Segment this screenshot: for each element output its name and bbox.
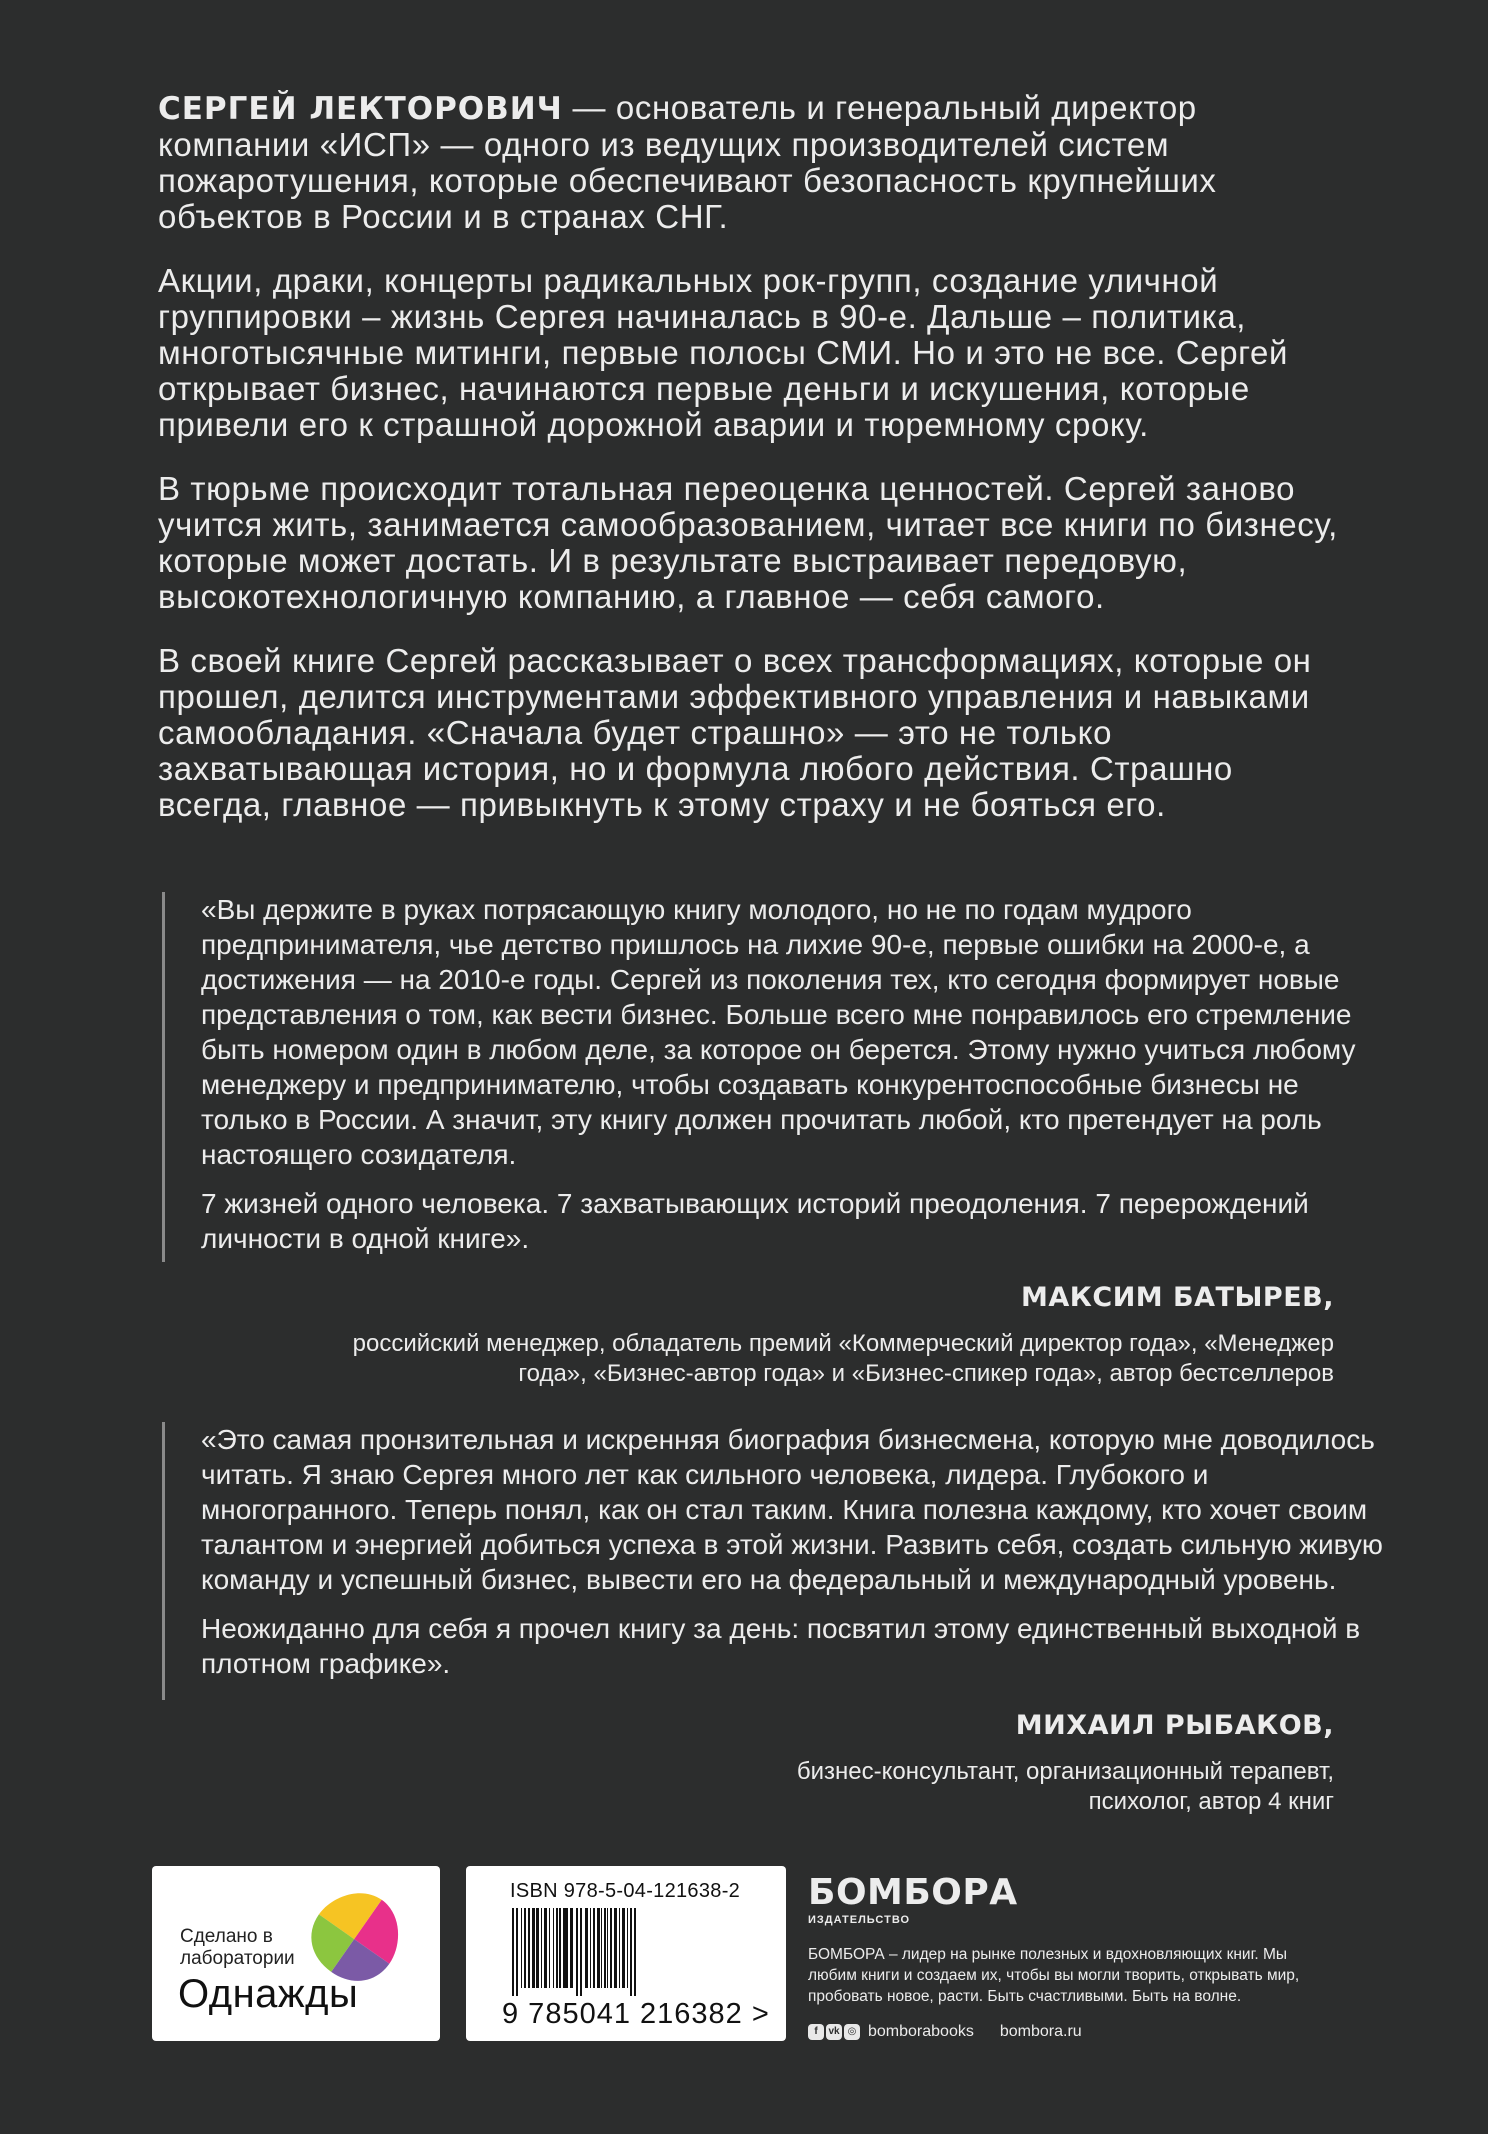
egg-logo-icon xyxy=(302,1888,412,1983)
quote-paragraph: Неожиданно для себя я прочел книгу за день: посвятил этому единственный выходной в плотном графике». xyxy=(201,1613,1361,1679)
testimonial-author-desc: бизнес-консультант, организационный терапевт, психолог, автор 4 книг xyxy=(796,1758,1334,1815)
barcode-bar xyxy=(593,1908,595,1988)
instagram-icon[interactable]: ◎ xyxy=(844,2024,860,2040)
barcode-bar xyxy=(528,1908,530,1988)
barcode-bar xyxy=(630,1908,632,1996)
testimonial-quote-1 xyxy=(162,892,1391,1262)
barcode-bar xyxy=(566,1908,568,1988)
social-icons xyxy=(808,2024,860,2040)
publisher-sub: ИЗДАТЕЛЬСТВО xyxy=(808,1914,911,1926)
publisher-block xyxy=(808,1874,1338,2041)
intro-text xyxy=(158,90,1338,851)
vk-icon[interactable]: vk xyxy=(826,2024,842,2040)
badge-big-text: Однажды xyxy=(178,1972,359,2016)
publisher-website[interactable]: bombora.ru xyxy=(999,2023,1082,2040)
publisher-logo: БОМБОРА xyxy=(808,1872,1018,1913)
publisher-social xyxy=(808,2023,1338,2041)
barcode-bar xyxy=(610,1908,612,1988)
intro-paragraph: В тюрьме происходит тотальная переоценка ценностей. Сергей заново учится жить, занимается самообразованием, читает все книги по бизнесу, которые может достать. И в результате выстраивает передовую, высокотехнологичную компанию, а главное — себя самого. xyxy=(158,470,1338,615)
barcode-bar xyxy=(512,1908,514,1996)
barcode-bar xyxy=(576,1908,578,1996)
testimonial-author-name: МАКСИМ БАТЫРЕВ, xyxy=(1021,1282,1334,1313)
barcode-bar xyxy=(597,1908,600,1988)
barcode-digits: 9 785041 216382 > xyxy=(502,1998,770,2030)
barcode-bar xyxy=(544,1908,547,1988)
author-bio-paragraph xyxy=(158,90,1338,235)
barcode-bar xyxy=(614,1908,617,1988)
intro-paragraph: В своей книге Сергей рассказывает о всех трансформациях, которые он прошел, делится инструментами эффективного управления и навыками самообладания. «Сначала будет страшно» — это не только захватывающая история, но и формула любого действия. Страшно всегда, главное — привыкнуть к этому страху и не бояться его. xyxy=(158,642,1312,823)
barcode-bar xyxy=(634,1908,636,1996)
barcode-bar xyxy=(536,1908,539,1988)
barcode-bar xyxy=(521,1908,522,1988)
testimonial-author-2 xyxy=(774,1710,1334,1817)
testimonial-author-desc: российский менеджер, обладатель премий «Коммерческий директор года», «Менеджер года», «Бизнес-автор года» и «Бизнес-спикер года», автор бестселлеров xyxy=(352,1330,1334,1387)
barcode-bar xyxy=(607,1908,608,1988)
barcode-bar xyxy=(604,1908,606,1988)
barcode-bar xyxy=(627,1908,628,1988)
barcode-icon xyxy=(510,1908,750,1996)
barcode-bar xyxy=(590,1908,591,1988)
testimonial-author-1 xyxy=(334,1282,1334,1389)
barcode-bar xyxy=(553,1908,554,1988)
barcode-bar xyxy=(580,1908,582,1996)
odnazhdy-lab-badge xyxy=(152,1866,440,2041)
barcode-bar xyxy=(549,1908,550,1988)
quote-paragraph: «Вы держите в руках потрясающую книгу молодого, но не по годам мудрого предпринимателя, чье детство пришлось на лихие 90-е, первые ошибки на 2000-е, а достижения — на 2010-е годы. Сергей из поколения тех, кто сегодня формирует новые представления о том, как вести бизнес. Больше всего мне понравилось его стремление быть номером один в любом деле, за которое он берется. Этому нужно учиться любому менеджеру и предпринимателю, чтобы создавать конкурентоспособные бизнесы не только в России. А значит, эту книгу должен прочитать любой, кто претендует на роль настоящего созидателя. xyxy=(201,894,1356,1170)
barcode-bar xyxy=(556,1908,558,1988)
intro-paragraph: Акции, драки, концерты радикальных рок-групп, создание уличной группировки – жизнь Сергея начиналась в 90-е. Дальше – политика, многотысячные митинги, первые полосы СМИ. Но и это не все. Сергей открывает бизнес, начинаются первые деньги и искушения, которые привели его к страшной дорожной аварии и тюремному сроку. xyxy=(158,262,1289,443)
isbn-number: ISBN 978-5-04-121638-2 xyxy=(510,1880,741,1902)
barcode-bar xyxy=(585,1908,588,1988)
quote-paragraph: 7 жизней одного человека. 7 захватывающих историй преодоления. 7 перерождений личности в одной книге». xyxy=(201,1188,1309,1254)
facebook-icon[interactable]: f xyxy=(808,2024,824,2040)
barcode-bar xyxy=(619,1908,620,1988)
author-bio: — основатель и генеральный директор компании «ИСП» — одного из ведущих производителей систем пожаротушения, которые обеспечивают безопасность крупнейших объектов в России и в странах СНГ. xyxy=(158,89,1217,235)
barcode-bar xyxy=(532,1908,535,1988)
quote-paragraph: «Это самая пронзительная и искренняя биография бизнесмена, которую мне доводилось читать. Я знаю Сергея много лет как сильного человека, лидера. Глубокого и многогранного. Теперь понял, как он стал таким. Книга полезна каждому, кто хочет своим талантом и энергией добиться успеха в этой жизни. Развить себя, создать сильную живую команду и успешный бизнес, вывести его на федеральный и международный уровень. xyxy=(201,1424,1383,1595)
barcode-bar xyxy=(541,1908,542,1988)
social-handle[interactable]: bomborabooks xyxy=(868,2023,974,2040)
author-name: СЕРГЕЙ ЛЕКТОРОВИЧ xyxy=(158,91,563,127)
barcode-bar xyxy=(563,1908,566,1988)
barcode-bar xyxy=(559,1908,561,1988)
barcode-bar xyxy=(570,1908,573,1988)
barcode-bar xyxy=(601,1908,602,1988)
isbn-barcode xyxy=(466,1866,786,2041)
barcode-bar xyxy=(622,1908,625,1988)
barcode-bar xyxy=(524,1908,526,1988)
publisher-description: БОМБОРА – лидер на рынке полезных и вдохновляющих книг. Мы любим книги и создаем их, чтобы вы могли творить, открывать мир, пробовать новое, расти. Быть счастливыми. Быть на волне. xyxy=(808,1946,1300,2005)
barcode-bar xyxy=(516,1908,518,1996)
testimonial-author-name: МИХАИЛ РЫБАКОВ, xyxy=(1015,1710,1334,1741)
badge-small-text: Сделано в лаборатории xyxy=(180,1926,295,1969)
testimonial-quote-2 xyxy=(162,1422,1391,1700)
